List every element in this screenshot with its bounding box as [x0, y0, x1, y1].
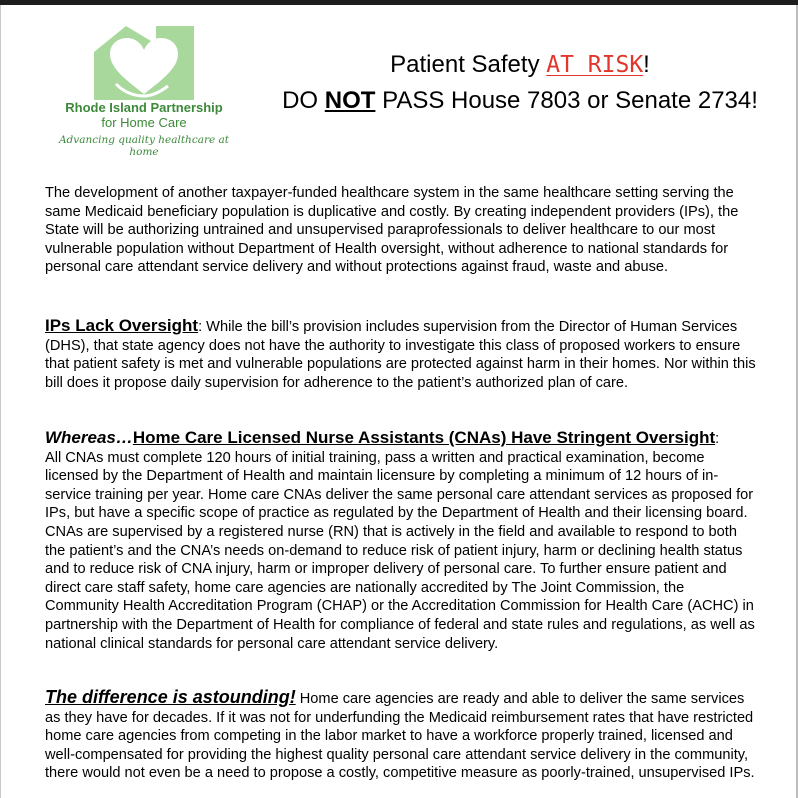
title-bills: PASS House 7803 or Senate 2734!: [375, 87, 758, 114]
logo-org-line1: Rhode Island Partnership: [65, 100, 223, 115]
difference-paragraph: [45, 688, 757, 783]
difference-heading: The difference is astounding!: [45, 687, 296, 707]
logo-org-line2: for Home Care: [101, 115, 187, 130]
oversight-body: : While the bill’s provision includes supervision from the Director of Human Services (DHS), that state agency does not have the authority to investigate this class of proposed workers to ensure that patient safety is met and vulnerable populations are protected against harm in their homes. Nor within this bill does it propose daily supervision for adherence to the patient’s authorized plan of care.: [45, 319, 756, 391]
page-title: [250, 47, 790, 119]
window-top-bar: [0, 0, 798, 5]
title-line-1: [250, 47, 790, 83]
at-risk-alert: AT RISK: [546, 52, 644, 78]
title-prefix: Patient Safety: [390, 51, 547, 78]
organization-logo: [44, 14, 244, 158]
difference-body: Home care agencies are ready and able to deliver the same services as they have for decades. If it was not for underfunding the Medicaid reimbursement rates that have restricted home care agencies from competing in the labor market to have a workforce properly trained, licensed and well-compensated for providing the highest quality personal care attendant service delivery in the community, there would not even be a need to propose a costly, competitive measure as poorly-trained, unsupervised IPs.: [45, 691, 755, 782]
title-line-2: [250, 83, 790, 119]
cna-body: All CNAs must complete 120 hours of initial training, pass a written and practical examination, become licensed by the Department of Health and maintain licensure by completing a minimum of 12 hours of in-service training per year. Home care CNAs deliver the same personal care attendant services as proposed for IPs, but have a specific scope of practice as regulated by the Department of Health and their licensing board. CNAs are supervised by a registered nurse (RN) that is actively in the field and available to respond to both the patient’s and the CNA’s needs on-demand to reduce risk of patient injury, harm or declining health status and to reduce risk of CNA injury, harm or improper delivery of personal care. To further ensure patient and direct care staff safety, home care agencies are nationally accredited by The Joint Commission, the Community Health Accreditation Program (CHAP) or the Accreditation Commission for Health Care (ACHC) in partnership with the Department of Health for compliance of federal and state rules and regulations, as well as national clinical standards for personal care attendant service delivery.: [45, 449, 755, 652]
oversight-paragraph: [45, 317, 757, 392]
cna-colon: :: [715, 431, 720, 447]
title-do: DO: [282, 87, 325, 114]
cna-paragraph: [45, 429, 757, 653]
page-left-edge: [0, 5, 1, 798]
cna-lead: Whereas…: [45, 428, 133, 447]
house-heart-icon: [86, 22, 202, 102]
logo-tagline: Advancing quality healthcare at home: [58, 134, 230, 158]
oversight-heading: IPs Lack Oversight: [45, 316, 199, 335]
title-not: NOT: [324, 87, 376, 114]
cna-heading: Home Care Licensed Nurse Assistants (CNAs) Have Stringent Oversight: [132, 428, 716, 447]
intro-paragraph: The development of another taxpayer-funded healthcare system in the same healthcare setting serving the same Medicaid beneficiary population is duplicative and costly. By creating independent providers (IPs), the State will be authorizing untrained and unsupervised paraprofessionals to deliver healthcare to our most vulnerable population without Department of Health oversight, without adherence to national standards for personal care attendant service delivery and without protections against fraud, waste and abuse.: [45, 185, 739, 276]
title-suffix: !: [643, 51, 650, 78]
